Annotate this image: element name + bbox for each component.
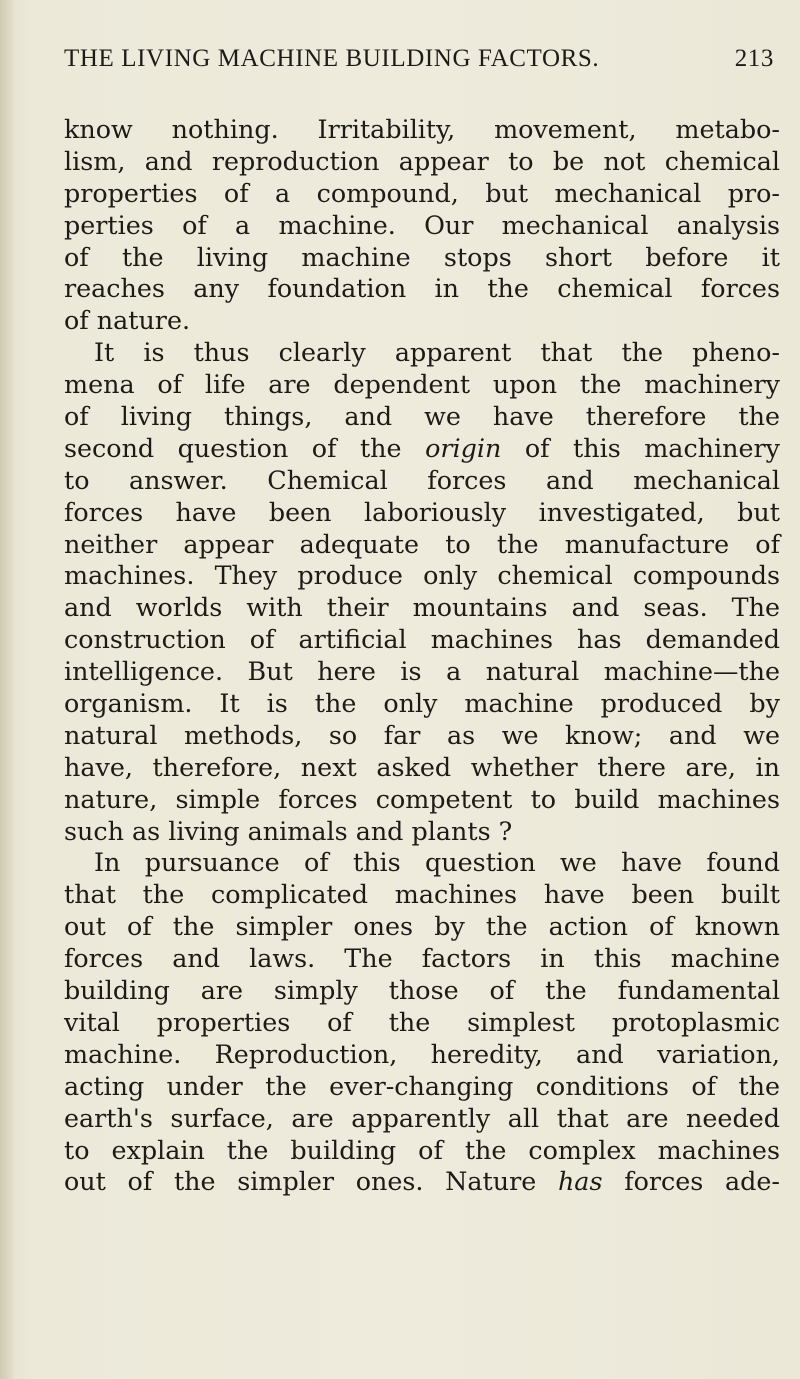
text-line: construction of artificial machines has demanded: [64, 624, 780, 655]
text-line: organism. It is the only machine produced by: [64, 688, 780, 719]
text-line-segment: out of the simpler ones. Nature: [64, 1166, 558, 1197]
text-line: and worlds with their mountains and seas. The: [64, 592, 780, 623]
text-line: reaches any foundation in the chemical forces: [64, 273, 780, 304]
text-line: out of the simpler ones by the action of known: [64, 911, 780, 942]
text-line: of the living machine stops short before it: [64, 241, 780, 272]
text-line: natural methods, so far as we know; and we: [64, 719, 780, 750]
text-line: lism, and reproduction appear to be not chemical: [64, 145, 780, 176]
text-line-segment: second question of the: [64, 432, 426, 463]
text-line: It is thus clearly apparent that the pheno-: [94, 337, 780, 368]
text-line: intelligence. But here is a natural machine—the: [64, 656, 780, 687]
text-line: forces have been laboriously investigated, but: [64, 496, 780, 527]
text-line-segment: of this machinery: [501, 432, 780, 463]
text-line: [64, 1166, 780, 1198]
text-line: to explain the building of the complex machines: [64, 1134, 780, 1165]
text-line: know nothing. Irritability, movement, metabo-: [64, 114, 780, 144]
running-head-title: THE LIVING MACHINE BUILDING FACTORS.: [64, 45, 600, 72]
gutter-shadow: [0, 0, 14, 1379]
text-line: acting under the ever-changing conditions of the: [64, 1070, 780, 1101]
text-line: building are simply those of the fundamental: [64, 975, 780, 1006]
text-line: properties of a compound, but mechanical pro-: [64, 177, 780, 208]
text-line: neither appear adequate to the manufacture of: [64, 528, 780, 559]
text-line: perties of a machine. Our mechanical analysis: [64, 209, 780, 240]
italic-word: has: [557, 1166, 603, 1197]
text-line: forces and laws. The factors in this machine: [64, 943, 780, 974]
text-line: vital properties of the simplest protoplasmic: [64, 1006, 780, 1037]
text-line: [64, 433, 780, 465]
text-line-segment: forces ade-: [602, 1166, 780, 1197]
text-line: machines. They produce only chemical compounds: [64, 560, 780, 591]
body-text: [64, 114, 780, 1198]
page-number: 213: [734, 45, 774, 72]
text-line: such as living animals and plants ?: [64, 815, 513, 846]
text-line: that the complicated machines have been built: [64, 879, 780, 910]
text-line: to answer. Chemical forces and mechanical: [64, 464, 780, 495]
text-line: mena of life are dependent upon the machinery: [64, 369, 780, 400]
text-line: have, therefore, next asked whether there are, in: [64, 751, 780, 782]
running-head: [64, 44, 774, 74]
italic-word: origin: [425, 432, 502, 463]
text-line: of nature.: [64, 305, 191, 336]
text-line: of living things, and we have therefore the: [64, 401, 780, 432]
text-line: nature, simple forces competent to build machines: [64, 783, 780, 814]
text-line: In pursuance of this question we have found: [94, 847, 780, 878]
text-line: machine. Reproduction, heredity, and variation,: [64, 1038, 780, 1069]
text-line: earth's surface, are apparently all that are needed: [64, 1102, 780, 1133]
